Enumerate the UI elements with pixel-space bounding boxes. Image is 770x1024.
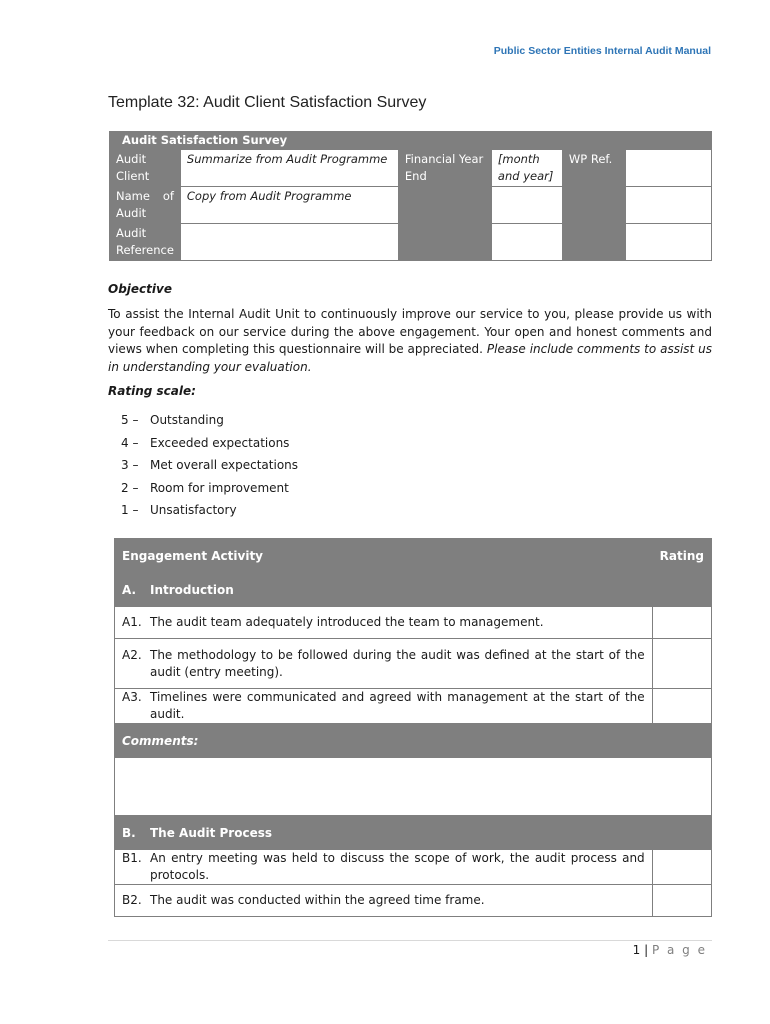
section-a-header: A. Introduction — [115, 573, 653, 607]
comments-rating-cell — [652, 724, 711, 758]
rating-scale-item: 3 – Met overall expectations — [121, 458, 299, 472]
rating-input-b2[interactable] — [652, 885, 711, 917]
audit-client-label: Audit Client — [110, 150, 181, 187]
audit-reference-label: Audit Reference — [110, 224, 181, 261]
wp-ref-label: WP Ref. — [562, 150, 625, 187]
objective-paragraph: To assist the Internal Audit Unit to continuously improve our service to you, please provide us with your feedback on our service during the above engagement. Your open and honest comments and views when completing this questionnaire will be appreciated. Please include comments to assist us in understanding your evaluation. — [108, 307, 712, 374]
engagement-activity-header: Engagement Activity — [115, 539, 653, 573]
rating-scale-item: 2 – Room for improvement — [121, 480, 289, 495]
comments-label: Comments: — [115, 724, 653, 758]
section-b-rating-cell — [652, 816, 711, 850]
rating-input-a1[interactable] — [652, 607, 711, 639]
table-row: B1. An entry meeting was held to discuss the scope of work, the audit process and protocols. — [115, 850, 653, 885]
grey-cell — [562, 224, 625, 261]
grey-cell — [562, 187, 625, 224]
financial-year-value[interactable]: [month and year] — [491, 150, 562, 187]
grey-cell — [398, 187, 491, 224]
table-row: A2. The methodology to be followed during the audit was defined at the start of the audit (entry meeting). — [115, 639, 653, 689]
section-b-header: B. The Audit Process — [115, 816, 653, 850]
rating-scale-list — [121, 411, 298, 524]
rating-input-a2[interactable] — [652, 639, 711, 689]
rating-scale-item: 5 – Outstanding — [121, 413, 224, 427]
table-row: A1. The audit team adequately introduced the team to management. — [115, 607, 653, 639]
rating-scale-item: 4 – Exceeded expectations — [121, 435, 290, 450]
section-a-rating-cell — [652, 573, 711, 607]
grey-cell — [398, 224, 491, 261]
rating-scale-heading: Rating scale: — [108, 384, 196, 398]
info-table-caption: Audit Satisfaction Survey — [110, 132, 712, 150]
objective-heading: Objective — [108, 282, 172, 296]
footer-divider — [108, 940, 712, 941]
audit-info-table — [109, 131, 712, 261]
running-header: Public Sector Entities Internal Audit Manual — [493, 45, 711, 57]
financial-year-label: Financial Year End — [398, 150, 491, 187]
blank-cell[interactable] — [491, 187, 562, 224]
audit-reference-value[interactable] — [180, 224, 398, 261]
wp-ref-value[interactable] — [625, 150, 711, 187]
blank-cell[interactable] — [491, 224, 562, 261]
blank-cell[interactable] — [625, 187, 711, 224]
rating-input-b1[interactable] — [652, 850, 711, 885]
name-of-audit-label: Name of Audit — [110, 187, 181, 224]
rating-header: Rating — [652, 539, 711, 573]
table-row: B2. The audit was conducted within the agreed time frame. — [115, 885, 653, 917]
name-of-audit-value[interactable]: Copy from Audit Programme — [180, 187, 398, 224]
comments-field[interactable] — [115, 758, 712, 816]
audit-client-value[interactable]: Summarize from Audit Programme — [180, 150, 398, 187]
engagement-table — [114, 538, 712, 917]
table-row: A3. Timelines were communicated and agreed with management at the start of the audit. — [115, 689, 653, 724]
blank-cell[interactable] — [625, 224, 711, 261]
page-title: Template 32: Audit Client Satisfaction Survey — [108, 94, 427, 111]
rating-scale-item: 1 – Unsatisfactory — [121, 503, 237, 517]
rating-input-a3[interactable] — [652, 689, 711, 724]
page-number: 1 | P a g e — [632, 943, 707, 957]
